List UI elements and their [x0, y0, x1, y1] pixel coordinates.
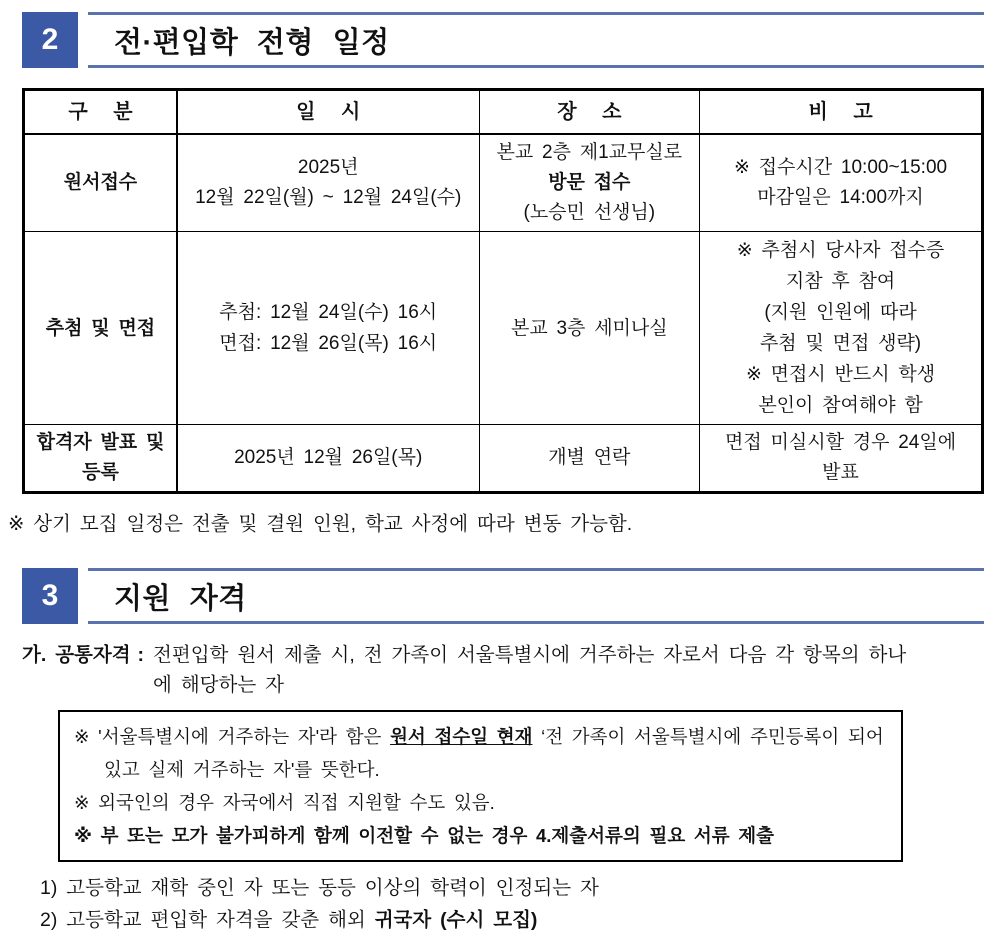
cell-line: 합격자 발표 및 — [36, 432, 165, 453]
table-row-lottery-interview — [24, 232, 983, 425]
admission-schedule-table — [22, 88, 984, 494]
cell-datetime — [177, 425, 479, 493]
section-3-header — [22, 568, 984, 624]
table-row-announcement — [24, 425, 983, 493]
qualification-item-2-bold: 귀국자 (수시 모집) — [374, 909, 538, 931]
common-qualification-line1: 전편입학 원서 제출 시, 전 가족이 서울특별시에 거주하는 자로서 다음 각 항목의 하나 — [153, 644, 907, 666]
notice-line-residency — [74, 720, 887, 786]
cell-line: 원서접수 — [63, 171, 138, 193]
cell-line: 면접: 12월 26일(목) 16시 — [219, 333, 438, 354]
datetime-block — [219, 297, 437, 359]
cell-category — [24, 134, 177, 232]
cell-line: 추첨: 12월 24일(수) 16시 — [219, 302, 438, 323]
section-2-title-rule — [88, 12, 984, 68]
qualification-item-2 — [40, 904, 984, 936]
qualification-item-1: 1) 고등학교 재학 중인 자 또는 동등 이상의 학력이 인정되는 자 — [40, 877, 599, 899]
cell-line: ※ 면접시 반드시 학생 — [745, 364, 936, 385]
cell-line: 2025년 12월 26일(목) — [234, 447, 423, 468]
cell-datetime — [177, 232, 479, 425]
cell-category — [24, 232, 177, 425]
cell-line: (노승민 선생님) — [523, 201, 656, 223]
common-qualification-separator: : — [137, 644, 145, 666]
table-row-application — [24, 134, 983, 232]
cell-line: 마감일은 14:00까지 — [757, 186, 924, 208]
common-qualification-label: 가. 공통자격 — [22, 644, 131, 666]
notice-line-foreigner: ※ 외국인의 경우 자국에서 직접 지원할 수도 있음. — [74, 792, 495, 813]
cell-remark — [700, 134, 983, 232]
section-3-title: 지원 자격 — [114, 582, 247, 615]
section-3-number-badge: 3 — [22, 568, 78, 624]
notice-line1-suffix: ‘전 가족이 서울특별시에 주민등록이 되어 — [532, 726, 884, 747]
cell-line: 2025년 — [297, 156, 359, 178]
cell-datetime — [177, 134, 479, 232]
section-2-title: 전·편입학 전형 일정 — [114, 26, 390, 59]
cell-line: 추첨 및 면접 생략) — [759, 333, 922, 354]
cell-line: 개별 연락 — [548, 447, 631, 468]
cell-location — [479, 134, 700, 232]
section-2-header — [22, 12, 984, 68]
cell-line: 본인이 참여해야 함 — [758, 395, 923, 416]
section-2-number-badge: 2 — [22, 12, 78, 68]
notice-line-parents: ※ 부 또는 모가 불가피하게 함께 이전할 수 없는 경우 4.제출서류의 필요 서류 제출 — [74, 825, 774, 846]
cell-category — [24, 425, 177, 493]
cell-remark — [700, 425, 983, 493]
notice-line1-continuation: 있고 실제 거주하는 자'를 뜻한다. — [104, 759, 380, 780]
cell-line: 추첨 및 면접 — [45, 317, 156, 339]
cell-line: 본교 3층 세미나실 — [510, 317, 668, 339]
table-header-row — [24, 90, 983, 134]
notice-line1-emphasis: 원서 접수일 현재 — [390, 726, 533, 747]
residency-notice-box — [58, 710, 903, 862]
cell-location — [479, 232, 700, 425]
common-qualification — [22, 640, 984, 700]
cell-location — [479, 425, 700, 493]
cell-line: 면접 미실시할 경우 24일에 — [725, 432, 957, 453]
cell-line: (지원 인원에 따라 — [764, 302, 917, 323]
notice-line1-prefix: ※ '서울특별시에 거주하는 자'라 함은 — [74, 726, 391, 747]
schedule-change-note: ※ 상기 모집 일정은 전출 및 결원 인원, 학교 사정에 따라 변동 가능함. — [8, 513, 633, 535]
qualification-items — [40, 872, 984, 936]
cell-line: 12월 22일(월) ~ 12월 24일(수) — [195, 186, 462, 208]
header-remark: 비 고 — [700, 90, 983, 134]
common-qualification-text — [153, 640, 906, 700]
header-location: 장 소 — [479, 90, 700, 134]
common-qualification-line2: 에 해당하는 자 — [153, 674, 284, 696]
cell-line: ※ 추첨시 당사자 접수증 — [736, 240, 945, 261]
section-3-title-rule — [88, 568, 984, 624]
header-datetime: 일 시 — [177, 90, 479, 134]
cell-line: 방문 접수 — [548, 171, 631, 193]
cell-remark — [700, 232, 983, 425]
cell-line: 본교 2층 제1교무실로 — [496, 141, 683, 163]
cell-line: 지참 후 참여 — [785, 271, 896, 292]
header-category: 구 분 — [24, 90, 177, 134]
qualification-item-2-text: 2) 고등학교 편입학 자격을 갖춘 해외 — [40, 909, 375, 931]
cell-line: 등록 — [82, 462, 119, 483]
cell-line: ※ 접수시간 10:00~15:00 — [733, 156, 948, 178]
cell-line: 발표 — [822, 462, 859, 483]
